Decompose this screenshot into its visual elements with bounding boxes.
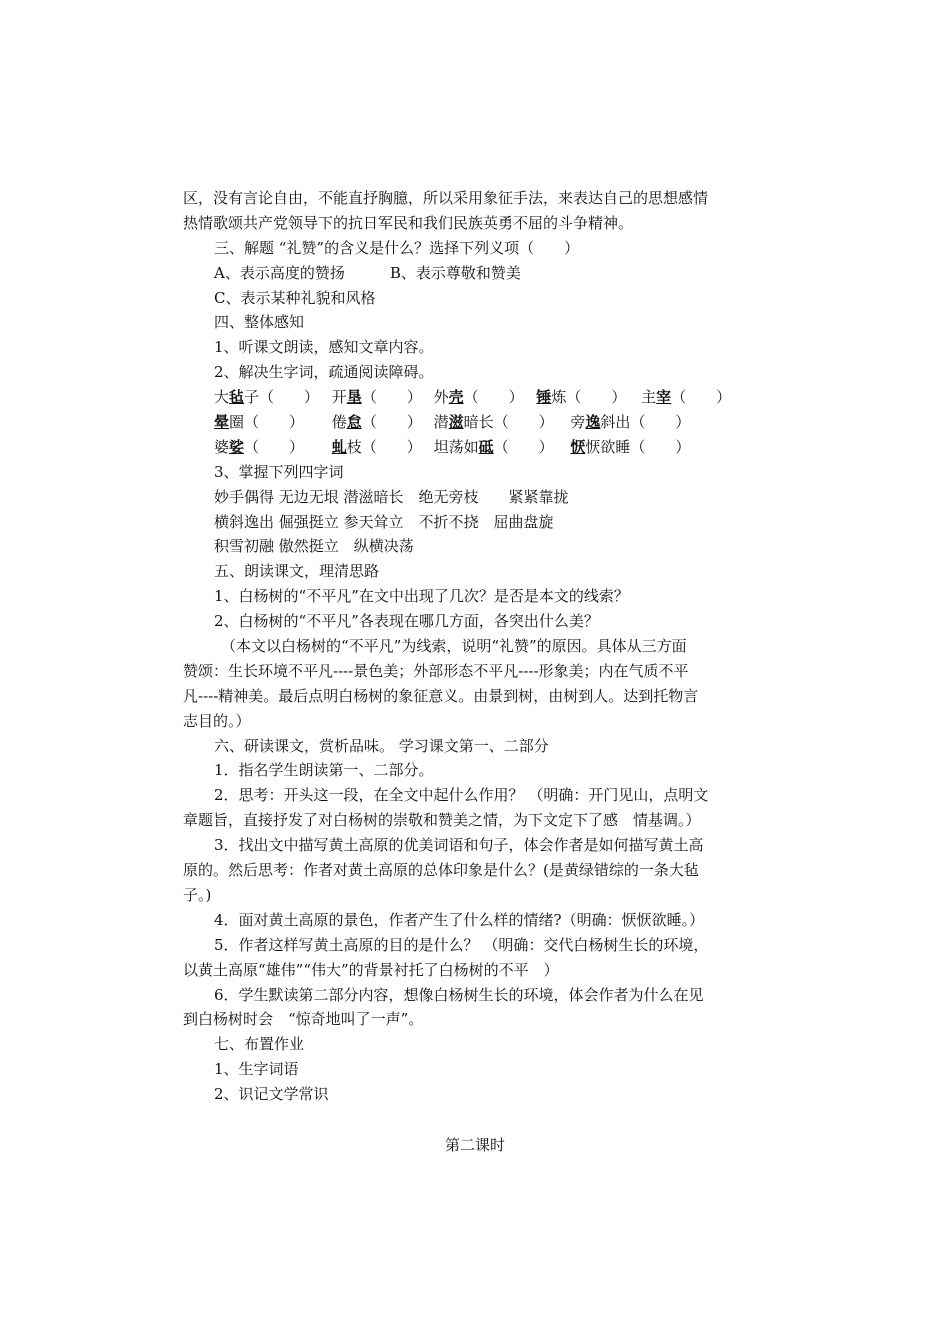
text-line: 区，没有言论自由，不能直抒胸臆，所以采用象征手法，来表达自己的思想感情 <box>183 189 709 207</box>
text-line: 章题旨，直接抒发了对白杨树的崇敬和赞美之情，为下文定下了感 情基调。） <box>183 811 701 830</box>
idiom-line: 妙手偶得 无边无垠 潜滋暗长 绝无旁枝 紧紧靠拢 <box>214 487 569 506</box>
document-body <box>183 186 783 1107</box>
vocab-item: 晕圈（ ） <box>214 413 305 432</box>
text-line: 1．指名学生朗读第一、二部分。 <box>214 761 434 780</box>
text-line: 六、研读课文，赏析品味。 学习课文第一、二部分 <box>214 736 549 755</box>
text-line: 热情歌颂共产党领导下的抗日军民和我们民族英勇不屈的斗争精神。 <box>183 213 634 232</box>
vocab-item: 坦荡如砥（ ） <box>433 437 554 456</box>
vocab-item: 虬枝（ ） <box>331 437 422 456</box>
text-line: 1、听课文朗读，感知文章内容。 <box>214 338 434 357</box>
text-line: 1、生字词语 <box>214 1060 299 1079</box>
note-line: 凡----精神美。最后点明白杨树的象征意义。由景到树，由树到人。达到托物言 <box>183 686 699 705</box>
text-line: 2、白杨树的“不平凡”各表现在哪几方面，各突出什么美？ <box>214 612 599 631</box>
section-heading: 五、朗读课文，理清思路 <box>214 562 380 581</box>
note-line: （本文以白杨树的“不平凡”为线索，说明“礼赞”的原因。具体从三方面 <box>221 637 687 656</box>
text-line: 2．思考：开头这一段，在全文中起什么作用？ （明确：开门见山，点明文 <box>214 786 709 805</box>
vocab-item: 旁逸斜出（ ） <box>570 413 691 432</box>
section-six <box>183 734 783 1107</box>
text-line: 原的。然后思考：作者对黄土高原的总体印象是什么？(是黄绿错综的一条大毡 <box>183 861 699 880</box>
vocab-row <box>183 410 783 435</box>
text-line: 以黄土高原“雄伟”“伟大”的背景衬托了白杨树的不平 ） <box>183 960 559 979</box>
section-heading: 三、解题 “礼赞”的含义是什么？选择下列义项（ ） <box>214 238 580 257</box>
text-line: 3．找出文中描写黄土高原的优美词语和句子，体会作者是如何描写黄土高 <box>214 836 704 855</box>
idiom-line: 横斜逸出 倔强挺立 参天耸立 不折不挠 屈曲盘旋 <box>214 512 554 531</box>
vocab-row <box>183 385 783 410</box>
text-line: 到白杨树时会 “惊奇地叫了一声”。 <box>183 1010 424 1029</box>
vocab-item: 开垦（ ） <box>331 388 422 407</box>
vocab-item: 主宰（ ） <box>641 388 732 407</box>
lesson-title: 第二课时 <box>444 1136 505 1154</box>
vocab-item: 倦怠（ ） <box>331 413 422 432</box>
note-line: 志目的。） <box>183 711 251 730</box>
vocab-item: 锤炼（ ） <box>536 388 627 407</box>
text-line: 子。) <box>183 885 212 904</box>
text-line: 七、布置作业 <box>214 1035 305 1054</box>
text-line: 2、解决生字词，疏通阅读障碍。 <box>214 363 434 382</box>
option-line: A、表示高度的赞扬 B、表示尊敬和赞美 <box>214 263 521 282</box>
option-line: C、表示某种礼貌和风格 <box>214 288 376 307</box>
text-line: 2、识记文学常识 <box>214 1085 329 1104</box>
vocab-item: 潜滋暗长（ ） <box>433 413 554 432</box>
text-line: 5．作者这样写黄土高原的目的是什么？ （明确：交代白杨树生长的环境， <box>214 935 709 954</box>
vocab-item: 外壳（ ） <box>433 388 524 407</box>
note-line: 赞颂：生长环境不平凡----景色美；外部形态不平凡----形象美；内在气质不平 <box>183 661 689 680</box>
vocab-row <box>183 435 783 460</box>
text-line: 4．面对黄土高原的景色，作者产生了什么样的情绪?（明确：恹恹欲睡。） <box>214 910 705 929</box>
text-line: 1、白杨树的“不平凡”在文中出现了几次？是否是本文的线索？ <box>214 587 629 606</box>
vocab-item: 婆娑（ ） <box>214 437 305 456</box>
vocab-item: 大毡子（ ） <box>214 388 320 407</box>
section-heading: 四、整体感知 <box>214 313 305 332</box>
text-line: 6．学生默读第二部分内容，想像白杨树生长的环境，体会作者为什么在见 <box>214 985 704 1004</box>
vocab-item: 恹恹欲睡（ ） <box>570 437 691 456</box>
idiom-line: 积雪初融 傲然挺立 纵横决荡 <box>214 537 414 556</box>
text-line: 3、掌握下列四字词 <box>214 462 344 481</box>
